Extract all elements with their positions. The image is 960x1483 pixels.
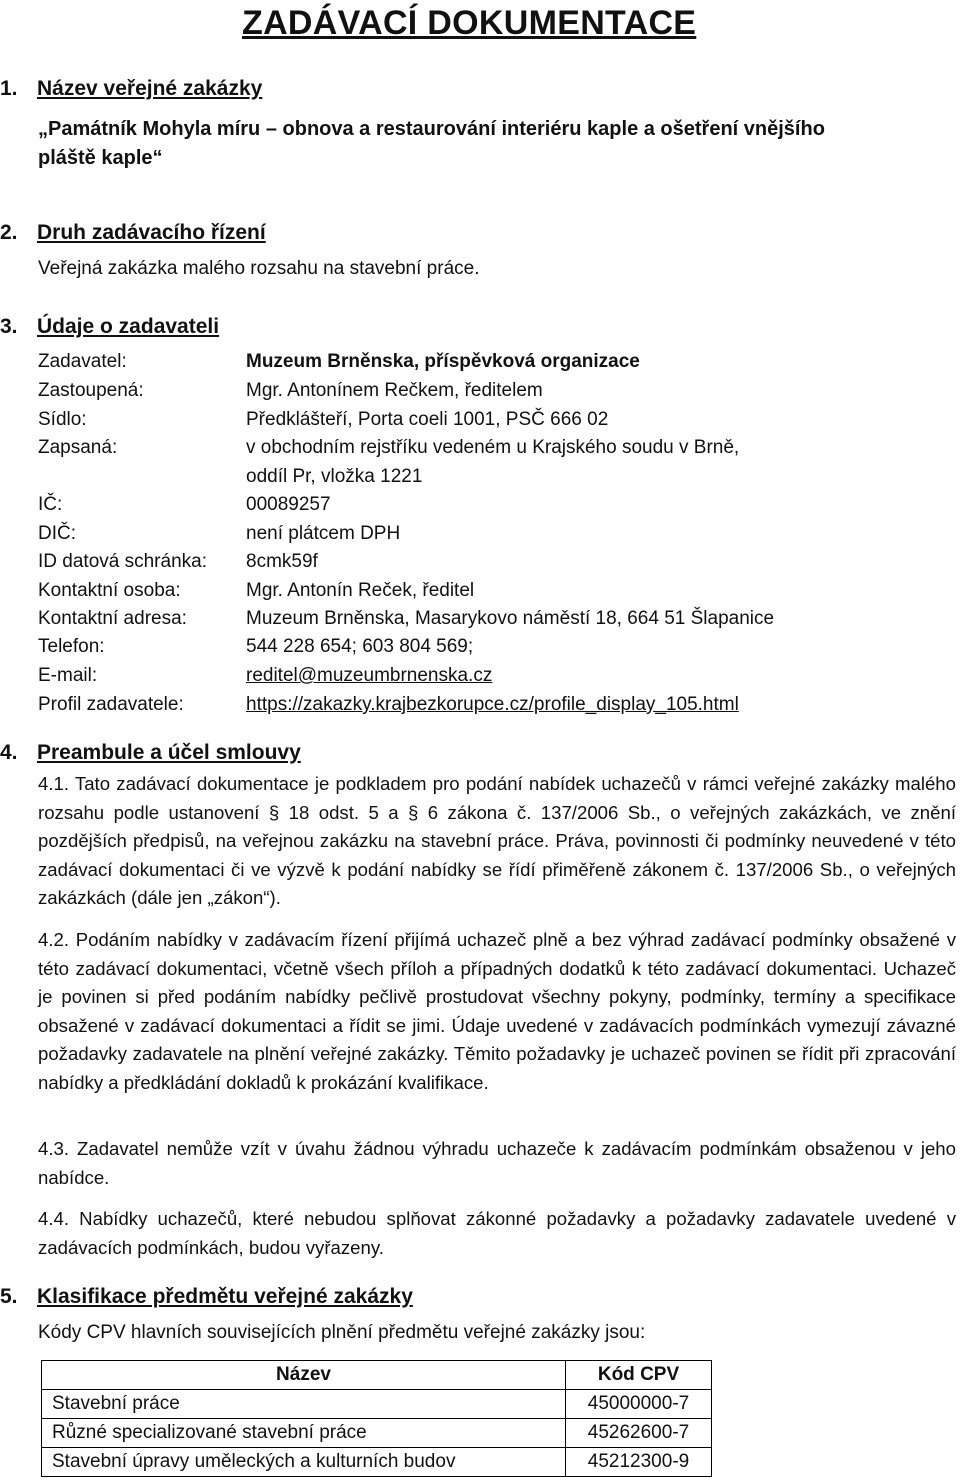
registered-value-line-2: oddíl Pr, vložka 1221: [246, 466, 423, 487]
section-4-number: 4.: [0, 741, 18, 764]
contract-name-line-2: pláště kaple“: [38, 147, 163, 169]
registered-label: Zapsaná:: [38, 437, 118, 458]
cpv-name-cell: Stavební práce: [42, 1390, 566, 1419]
dic-label: DIČ:: [38, 523, 76, 544]
cpv-name-cell: Různé specializované stavební práce: [42, 1419, 566, 1448]
phone-value: 544 228 654; 603 804 569;: [246, 636, 474, 657]
contract-name-line-1: „Památník Mohyla míru – obnova a restaurování interiéru kaple a ošetření vnějšího: [38, 118, 825, 140]
ico-value: 00089257: [246, 494, 331, 515]
table-row: [42, 1390, 712, 1419]
paragraph-4-4: 4.4. Nabídky uchazečů, které nebudou splňovat zákonné požadavky a požadavky zadavatele uvedené v zadávacích podmínkách, budou vyřazeny.: [38, 1208, 956, 1258]
contracting-authority-value: Muzeum Brněnska, příspěvková organizace: [246, 351, 640, 372]
section-3-number: 3.: [0, 315, 18, 338]
email-label: E-mail:: [38, 665, 98, 686]
section-2-number: 2.: [0, 221, 18, 244]
section-1-heading: [0, 77, 262, 101]
cpv-table: [41, 1360, 712, 1477]
data-box-label: ID datová schránka:: [38, 551, 207, 572]
paragraph-4-3: 4.3. Zadavatel nemůže vzít v úvahu žádnou výhradu uchazeče k zadávacím podmínkám obsaženou v jeho nabídce.: [38, 1138, 956, 1188]
buyer-profile-label: Profil zadavatele:: [38, 694, 184, 715]
section-1-title: Název veřejné zakázky: [37, 77, 263, 100]
procedure-type-text: Veřejná zakázka malého rozsahu na stavební práce.: [38, 258, 480, 279]
cpv-intro-text: Kódy CPV hlavních souvisejících plnění předmětu veřejné zakázky jsou:: [38, 1322, 646, 1343]
column-header-cpv-code: Kód CPV: [566, 1361, 712, 1390]
column-header-name: Název: [42, 1361, 566, 1390]
section-2-heading: [0, 221, 266, 245]
cpv-code-cell: 45000000-7: [566, 1390, 712, 1419]
seat-value: Předklášteří, Porta coeli 1001, PSČ 666 02: [246, 409, 609, 430]
paragraph-4-2: 4.2. Podáním nabídky v zadávacím řízení přijímá uchazeč plně a bez výhrad zadávací podmínky obsažené v této zadávací dokumentaci, včetně všech příloh a případných dodatků k této zadávací dokumentaci. Uchazeč je povinen si před podáním nabídky pečlivě prostudovat všechny pokyny, podmínky, termíny a specifikace obsažené v zadávací dokumentaci a řídit se jimi. Údaje uvedené v zadávacích podmínkách vymezují závazné požadavky zadavatele na plnění veřejné zakázky. Těmito požadavky je uchazeč povinen se řídit při zpracování nabídky a předkládání dokladů k prokázání kvalifikace.: [38, 929, 956, 1093]
paragraph-4-1: 4.1. Tato zadávací dokumentace je podkladem pro podání nabídek uchazečů v rámci veřejné zakázky malého rozsahu podle ustanovení § 18 odst. 5 a § 6 zákona č. 137/2006 Sb., o veřejných zakázkách, ve znění pozdějších předpisů, na veřejnou zakázku na stavební práce. Práva, povinnosti či podmínky neuvedené v této zadávací dokumentaci či ve výzvě k podání nabídky se řídí přiměřeně zákonem č. 137/2006 Sb., o veřejných zakázkách (dále jen „zákon“).: [38, 773, 956, 908]
contracting-authority-label: Zadavatel:: [38, 351, 127, 372]
section-4-heading: [0, 741, 301, 765]
table-row: [42, 1448, 712, 1477]
section-3-heading: [0, 315, 219, 339]
table-header-row: [42, 1361, 712, 1390]
contact-address-value: Muzeum Brněnska, Masarykovo náměstí 18, 664 51 Šlapanice: [246, 608, 775, 629]
document-title: ZADÁVACÍ DOKUMENTACE: [242, 4, 697, 42]
cpv-code-cell: 45212300-9: [566, 1448, 712, 1477]
data-box-value: 8cmk59f: [246, 551, 318, 572]
section-2-title: Druh zadávacího řízení: [37, 221, 266, 244]
section-5-heading: [0, 1285, 413, 1309]
ico-label: IČ:: [38, 494, 63, 515]
cpv-code-cell: 45262600-7: [566, 1419, 712, 1448]
section-1-number: 1.: [0, 77, 18, 100]
email-link[interactable]: reditel@muzeumbrnenska.cz: [246, 665, 493, 686]
represented-by-label: Zastoupená:: [38, 380, 144, 401]
section-5-title: Klasifikace předmětu veřejné zakázky: [37, 1285, 413, 1308]
cpv-name-cell: Stavební úpravy uměleckých a kulturních budov: [42, 1448, 566, 1477]
section-4-title: Preambule a účel smlouvy: [37, 741, 301, 764]
section-5-number: 5.: [0, 1285, 18, 1308]
table-row: [42, 1419, 712, 1448]
section-3-title: Údaje o zadavateli: [37, 315, 220, 338]
contact-person-value: Mgr. Antonín Reček, ředitel: [246, 580, 475, 601]
contact-address-label: Kontaktní adresa:: [38, 608, 187, 629]
represented-by-value: Mgr. Antonínem Rečkem, ředitelem: [246, 380, 543, 401]
contact-person-label: Kontaktní osoba:: [38, 580, 181, 601]
phone-label: Telefon:: [38, 636, 105, 657]
buyer-profile-link[interactable]: https://zakazky.krajbezkorupce.cz/profile_display_105.html: [246, 694, 739, 715]
seat-label: Sídlo:: [38, 409, 87, 430]
registered-value: v obchodním rejstříku vedeném u Krajského soudu v Brně,: [246, 437, 740, 458]
dic-value: není plátcem DPH: [246, 523, 401, 544]
